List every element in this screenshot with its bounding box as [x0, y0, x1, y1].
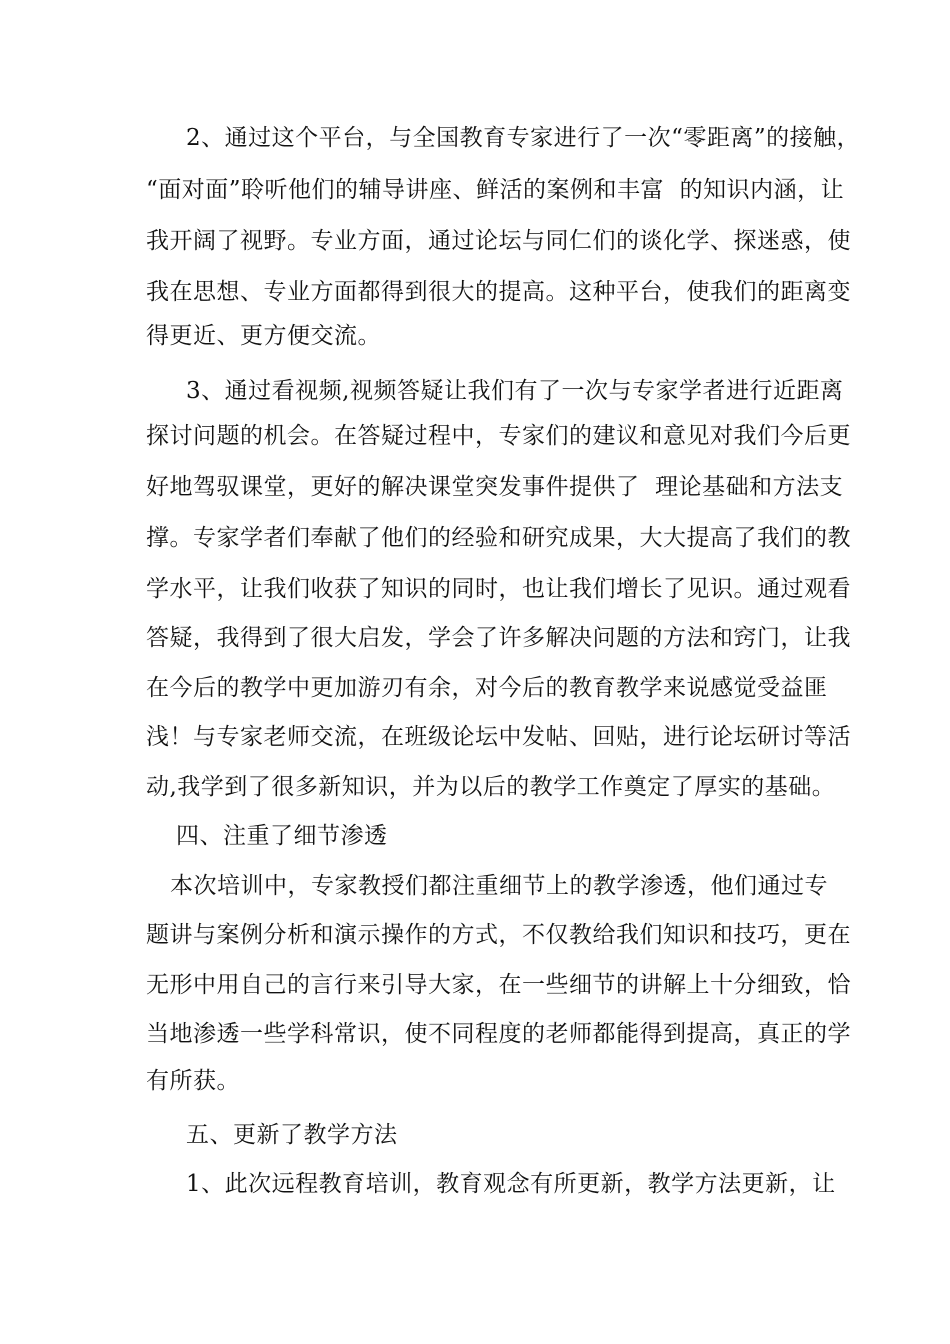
- section-heading: 四、注重了细节渗透: [176, 823, 388, 849]
- text-line: 有所获。: [146, 1068, 240, 1094]
- text-line: 题讲与案例分析和演示操作的方式，不仅教给我们知识和技巧，更在: [146, 922, 851, 948]
- text-line: 无形中用自己的言行来引导大家，在一些细节的讲解上十分细致，恰: [146, 972, 851, 998]
- text-line: 好地驾驭课堂，更好的解决课堂突发事件提供了 理论基础和方法支: [146, 474, 844, 500]
- text-line: 2、通过这个平台，与全国教育专家进行了一次“零距离”的接触，: [186, 125, 861, 151]
- text-line: 探讨问题的机会。在答疑过程中，专家们的建议和意见对我们今后更: [146, 423, 851, 449]
- text-line: 动,我学到了很多新知识，并为以后的教学工作奠定了厚实的基础。: [146, 774, 836, 800]
- text-line: 3、通过看视频,视频答疑让我们有了一次与专家学者进行近距离: [186, 378, 844, 404]
- text-line: 答疑，我得到了很大启发，学会了许多解决问题的方法和窍门，让我: [146, 625, 851, 651]
- text-line: 得更近、更方便交流。: [146, 323, 381, 349]
- text-line: 1、此次远程教育培训，教育观念有所更新，教学方法更新，让: [186, 1171, 836, 1197]
- text-line: 学水平，让我们收获了知识的同时，也让我们增长了见识。通过观看: [146, 576, 851, 602]
- text-line: “面对面”聆听他们的辅导讲座、鲜活的案例和丰富 的知识内涵，让: [146, 177, 845, 203]
- text-line: 浅！与专家老师交流，在班级论坛中发帖、回贴，进行论坛研讨等活: [146, 724, 851, 750]
- text-line: 撑。专家学者们奉献了他们的经验和研究成果，大大提高了我们的教: [146, 525, 851, 551]
- text-line: 我在思想、专业方面都得到很大的提高。这种平台，使我们的距离变: [146, 279, 851, 305]
- text-line: 本次培训中，专家教授们都注重细节上的教学渗透，他们通过专: [170, 873, 828, 899]
- text-line: 我开阔了视野。专业方面，通过论坛与同仁们的谈化学、探迷惑，使: [146, 228, 851, 254]
- text-line: 当地渗透一些学科常识，使不同程度的老师都能得到提高，真正的学: [146, 1021, 851, 1047]
- text-line: 在今后的教学中更加游刃有余，对今后的教育教学来说感觉受益匪: [146, 675, 828, 701]
- section-heading: 五、更新了教学方法: [186, 1122, 398, 1148]
